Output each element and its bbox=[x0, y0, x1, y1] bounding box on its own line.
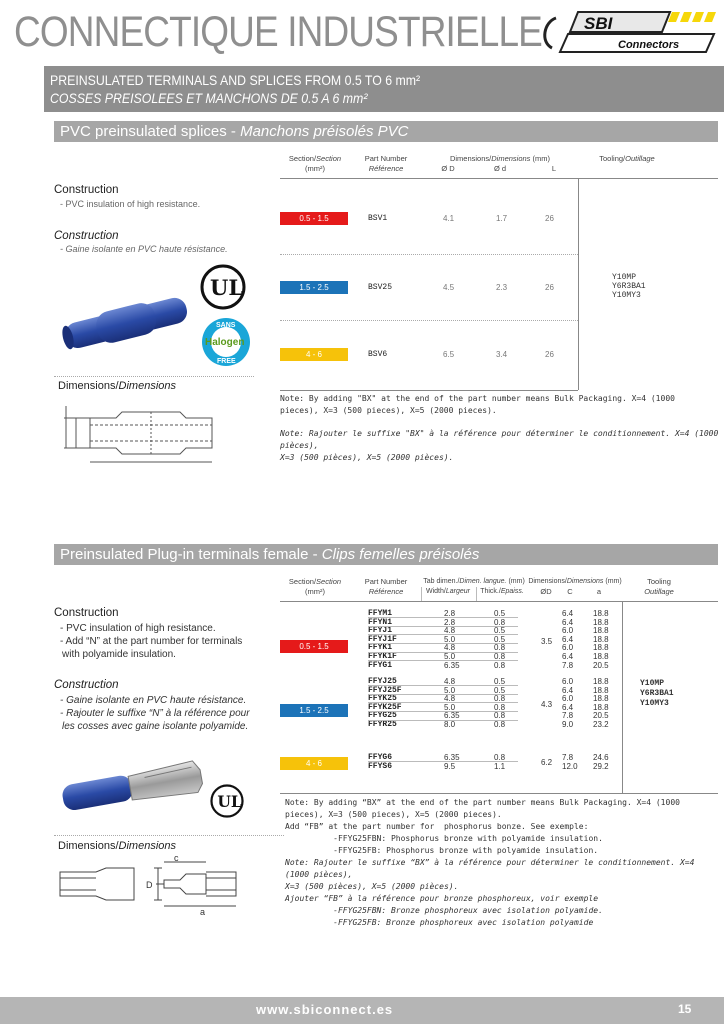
part-number: BSV25 bbox=[368, 283, 393, 292]
construction-text: - PVC insulation of high resistance. - Add “N” at the part number for terminals with polyamide insulation. bbox=[60, 623, 243, 660]
tab-thickness-value: 0.5 bbox=[494, 677, 506, 686]
part-number: FFYG1 bbox=[368, 660, 393, 670]
dimensions-label: Dimensions/Dimensions bbox=[58, 380, 176, 392]
page-title: CONNECTIQUE INDUSTRIELLE bbox=[14, 8, 542, 56]
tooling-list: Y10MP Y6R3BA1 Y10MY3 bbox=[640, 679, 674, 708]
col-section: Section/Section (mm²) bbox=[288, 154, 342, 173]
divider bbox=[54, 376, 254, 377]
part-number: FFYJ25 bbox=[368, 677, 397, 686]
part-number: FFYK1F bbox=[368, 652, 397, 661]
tab-thickness-value: 0.8 bbox=[494, 720, 506, 729]
a-value: 23.2 bbox=[593, 720, 609, 729]
terminals-note: Note: By adding “BX” at the end of the part number means Bulk Packaging. X=4 (1000 pieces), X=3 (500 pieces), X=5 (2000 pieces). Add “FB” at the part number for phosphorus bonze. See exemple: -FFYG25FBN: Phosphorus bronze with polyamide insulation. -FFYG25FB: Phosphorus bronze with polyamide insulation. bbox=[285, 798, 680, 855]
od-value: 4.1 bbox=[443, 214, 455, 223]
divider bbox=[622, 601, 623, 793]
a-value: 20.5 bbox=[593, 711, 609, 721]
row-divider bbox=[368, 617, 518, 618]
id-value: 2.3 bbox=[496, 283, 508, 292]
a-value: 18.8 bbox=[593, 652, 609, 661]
splice-product-image bbox=[56, 282, 196, 362]
construction-heading: Construction bbox=[54, 184, 119, 196]
svg-text:Halogen: Halogen bbox=[205, 337, 245, 348]
svg-text:FREE: FREE bbox=[217, 358, 236, 365]
c-value: 6.4 bbox=[562, 609, 574, 618]
od-value: 6.2 bbox=[541, 758, 553, 767]
c-value: 6.4 bbox=[562, 634, 574, 644]
logo-sub: Connectors bbox=[618, 39, 680, 51]
part-number: FFYJ1F bbox=[368, 634, 397, 644]
tab-width-value: 6.35 bbox=[444, 753, 460, 762]
row-divider bbox=[368, 634, 518, 635]
tab-width-value: 4.8 bbox=[444, 626, 456, 636]
tab-width-value: 2.8 bbox=[444, 609, 456, 618]
tab-width-value: 6.35 bbox=[444, 660, 460, 670]
tab-thickness-value: 0.5 bbox=[494, 626, 506, 636]
od-value: 6.5 bbox=[443, 350, 455, 359]
row-divider bbox=[368, 643, 518, 644]
a-value: 18.8 bbox=[593, 702, 609, 712]
c-value: 12.0 bbox=[562, 761, 578, 771]
row-divider bbox=[368, 711, 518, 712]
logo-brand: SBI bbox=[584, 14, 613, 33]
divider bbox=[54, 835, 284, 836]
col-l: L bbox=[551, 164, 557, 173]
c-value: 7.8 bbox=[562, 711, 574, 721]
terminal-product-image bbox=[56, 752, 206, 822]
divider bbox=[280, 254, 578, 255]
tab-width-value: 8.0 bbox=[444, 720, 456, 729]
a-value: 29.2 bbox=[593, 761, 609, 771]
part-number: FFYG25 bbox=[368, 711, 397, 721]
part-number: FFYG6 bbox=[368, 753, 393, 762]
header-line-en: PREINSULATED TERMINALS AND SPLICES FROM 0.5 TO 6 mm² bbox=[50, 72, 421, 88]
section-title-splices: PVC preinsulated splices - Manchons préisolés PVC bbox=[54, 121, 718, 142]
col-part-number: Part Number Référence bbox=[364, 577, 408, 596]
footer-bar bbox=[0, 997, 724, 1024]
row-divider bbox=[368, 694, 518, 695]
halogen-free-icon bbox=[200, 316, 252, 368]
a-value: 20.5 bbox=[593, 660, 609, 670]
divider bbox=[280, 601, 718, 602]
tab-thickness-value: 0.8 bbox=[494, 660, 506, 670]
svg-text:a: a bbox=[200, 907, 206, 916]
part-number: BSV6 bbox=[368, 350, 388, 359]
c-value: 6.0 bbox=[562, 694, 574, 704]
tab-thickness-value: 0.8 bbox=[494, 643, 506, 653]
construction-text-fr: - Gaine isolante en PVC haute résistance. bbox=[60, 244, 228, 254]
tab-width-value: 4.8 bbox=[444, 694, 456, 704]
construction-heading-fr: Construction bbox=[54, 230, 119, 242]
length-value: 26 bbox=[545, 350, 554, 359]
part-number: FFYK25F bbox=[368, 702, 402, 712]
od-value: 3.5 bbox=[541, 637, 553, 646]
col-section: Section/Section (mm²) bbox=[288, 577, 342, 596]
tab-thickness-value: 0.8 bbox=[494, 694, 506, 704]
id-value: 1.7 bbox=[496, 214, 508, 223]
part-number: FFYJ1 bbox=[368, 626, 393, 636]
col-thickness: Thick./Epaiss. bbox=[480, 588, 524, 595]
section-badge-red: 0.5 - 1.5 bbox=[280, 212, 348, 225]
c-value: 9.0 bbox=[562, 720, 574, 729]
tab-thickness-value: 0.5 bbox=[494, 685, 506, 695]
part-number: FFYN1 bbox=[368, 617, 393, 627]
col-id: Ø d bbox=[493, 164, 507, 173]
row-divider bbox=[368, 660, 518, 661]
divider bbox=[280, 320, 578, 321]
svg-text:UL: UL bbox=[217, 791, 242, 811]
col-od: Ø D bbox=[441, 164, 455, 173]
c-value: 7.8 bbox=[562, 660, 574, 670]
terminals-note-fr: Note: Rajouter le suffixe “BX” à la référence pour déterminer le conditionnement. X=4 (1000 pièces), X=3 (500 pièces), X=5 (2000 pièces). Ajouter “FB” à la référence pour bronze phosphoreux, voir exemple -FFYG25FBN: Bronze phosphoreux avec isolation polyamide. -FFYG25FB: Bronze phosphoreux avec isolation polyamide bbox=[285, 858, 695, 927]
tab-width-value: 5.0 bbox=[444, 685, 456, 695]
tab-thickness-value: 0.8 bbox=[494, 617, 506, 627]
c-value: 6.0 bbox=[562, 643, 574, 653]
part-number: FFYK1 bbox=[368, 643, 393, 653]
tab-thickness-value: 0.8 bbox=[494, 702, 506, 712]
row-divider bbox=[368, 626, 518, 627]
c-value: 6.4 bbox=[562, 702, 574, 712]
col-tab-dimensions: Tab dimen./Dimen. langue. (mm) bbox=[423, 578, 525, 585]
divider bbox=[280, 390, 578, 391]
a-value: 18.8 bbox=[593, 626, 609, 636]
splice-dimension-drawing bbox=[56, 398, 246, 470]
sbi-connectors-logo bbox=[538, 8, 716, 54]
terminal-dimension-drawing bbox=[56, 854, 246, 916]
dimensions-label: Dimensions/Dimensions bbox=[58, 840, 176, 852]
row-divider bbox=[368, 702, 518, 703]
col-a: a bbox=[596, 587, 602, 596]
a-value: 18.8 bbox=[593, 677, 609, 686]
row-divider bbox=[368, 652, 518, 653]
tab-thickness-value: 0.8 bbox=[494, 652, 506, 661]
divider bbox=[578, 178, 579, 390]
c-value: 6.0 bbox=[562, 677, 574, 686]
divider bbox=[476, 587, 477, 601]
od-value: 4.5 bbox=[443, 283, 455, 292]
tab-thickness-value: 0.8 bbox=[494, 711, 506, 721]
col-part-number: Part Number Référence bbox=[364, 154, 408, 173]
tab-width-value: 9.5 bbox=[444, 761, 456, 771]
construction-heading-fr: Construction bbox=[54, 679, 119, 691]
tab-thickness-value: 0.8 bbox=[494, 753, 506, 762]
part-number: BSV1 bbox=[368, 214, 388, 223]
ul-certification-icon bbox=[210, 784, 244, 818]
construction-text: - PVC insulation of high resistance. bbox=[60, 199, 201, 209]
tab-width-value: 5.0 bbox=[444, 634, 456, 644]
c-value: 6.0 bbox=[562, 626, 574, 636]
length-value: 26 bbox=[545, 283, 554, 292]
header-line-fr: COSSES PREISOLEES ET MANCHONS DE 0.5 A 6 mm² bbox=[50, 90, 368, 106]
svg-text:UL: UL bbox=[210, 275, 244, 300]
svg-text:SANS: SANS bbox=[216, 322, 236, 329]
divider bbox=[578, 178, 718, 179]
divider bbox=[280, 178, 578, 179]
a-value: 18.8 bbox=[593, 694, 609, 704]
tooling-list: Y10MP Y6R3BA1 Y10MY3 bbox=[612, 273, 646, 300]
part-number: FFYR25 bbox=[368, 720, 397, 729]
splices-note-fr: Note: Rajouter le suffixe "BX" à la référence pour déterminer le conditionnement. X=4 (1000 pièces), X=3 (500 pièces), X=5 (2000 pièces). bbox=[280, 429, 719, 462]
a-value: 18.8 bbox=[593, 685, 609, 695]
tab-width-value: 5.0 bbox=[444, 652, 456, 661]
ul-certification-icon bbox=[200, 264, 246, 310]
tab-thickness-value: 0.5 bbox=[494, 609, 506, 618]
col-width: Width/Largeur bbox=[426, 588, 470, 595]
construction-heading: Construction bbox=[54, 607, 119, 619]
header-bar bbox=[44, 66, 724, 112]
section-badge-yellow: 4 - 6 bbox=[280, 757, 348, 770]
c-value: 6.4 bbox=[562, 685, 574, 695]
part-number: FFYS6 bbox=[368, 761, 393, 771]
part-number: FFYM1 bbox=[368, 609, 393, 618]
svg-text:D: D bbox=[146, 880, 153, 890]
page-number: 15 bbox=[678, 1002, 692, 1016]
a-value: 18.8 bbox=[593, 634, 609, 644]
section-title-terminals: Preinsulated Plug-in terminals female - Clips femelles préisolés bbox=[54, 544, 718, 565]
col-tooling: Tooling Outillage bbox=[644, 577, 674, 596]
divider bbox=[421, 587, 422, 601]
section-badge-yellow: 4 - 6 bbox=[280, 348, 348, 361]
col-od: ØD bbox=[540, 587, 552, 596]
section-badge-blue: 1.5 - 2.5 bbox=[280, 704, 348, 717]
tab-width-value: 4.8 bbox=[444, 643, 456, 653]
svg-text:c: c bbox=[174, 854, 179, 863]
splices-note: Note: By adding "BX" at the end of the part number means Bulk Packaging. X=4 (1000 pieces), X=3 (500 pieces), X=5 (2000 pieces). bbox=[280, 394, 675, 415]
col-tooling: Tooling/Outillage bbox=[599, 154, 655, 163]
a-value: 18.8 bbox=[593, 609, 609, 618]
c-value: 6.4 bbox=[562, 652, 574, 661]
row-divider bbox=[368, 720, 518, 721]
part-number: FFYJ25F bbox=[368, 685, 402, 695]
tab-width-value: 2.8 bbox=[444, 617, 456, 627]
id-value: 3.4 bbox=[496, 350, 508, 359]
c-value: 7.8 bbox=[562, 753, 574, 762]
construction-text-fr: - Gaine isolante en PVC haute résistance. - Rajouter le suffixe “N” à la référence pour les cosses avec gaine isolante polyamide. bbox=[60, 695, 250, 732]
tab-thickness-value: 0.5 bbox=[494, 634, 506, 644]
row-divider bbox=[368, 761, 518, 762]
section-badge-blue: 1.5 - 2.5 bbox=[280, 281, 348, 294]
od-value: 4.3 bbox=[541, 700, 553, 709]
section-badge-red: 0.5 - 1.5 bbox=[280, 640, 348, 653]
tab-thickness-value: 1.1 bbox=[494, 761, 506, 771]
row-divider bbox=[368, 685, 518, 686]
tab-width-value: 6.35 bbox=[444, 711, 460, 721]
website-link[interactable]: www.sbiconnect.es bbox=[256, 1002, 394, 1017]
col-dimensions: Dimensions/Dimensions (mm) bbox=[449, 154, 551, 163]
c-value: 6.4 bbox=[562, 617, 574, 627]
part-number: FFYK25 bbox=[368, 694, 397, 704]
length-value: 26 bbox=[545, 214, 554, 223]
col-dimensions: Dimensions/Dimensions (mm) bbox=[528, 578, 622, 585]
col-c: C bbox=[567, 587, 573, 596]
tab-width-value: 5.0 bbox=[444, 702, 456, 712]
a-value: 24.6 bbox=[593, 753, 609, 762]
divider bbox=[280, 793, 718, 794]
a-value: 18.8 bbox=[593, 617, 609, 627]
tab-width-value: 4.8 bbox=[444, 677, 456, 686]
a-value: 18.8 bbox=[593, 643, 609, 653]
